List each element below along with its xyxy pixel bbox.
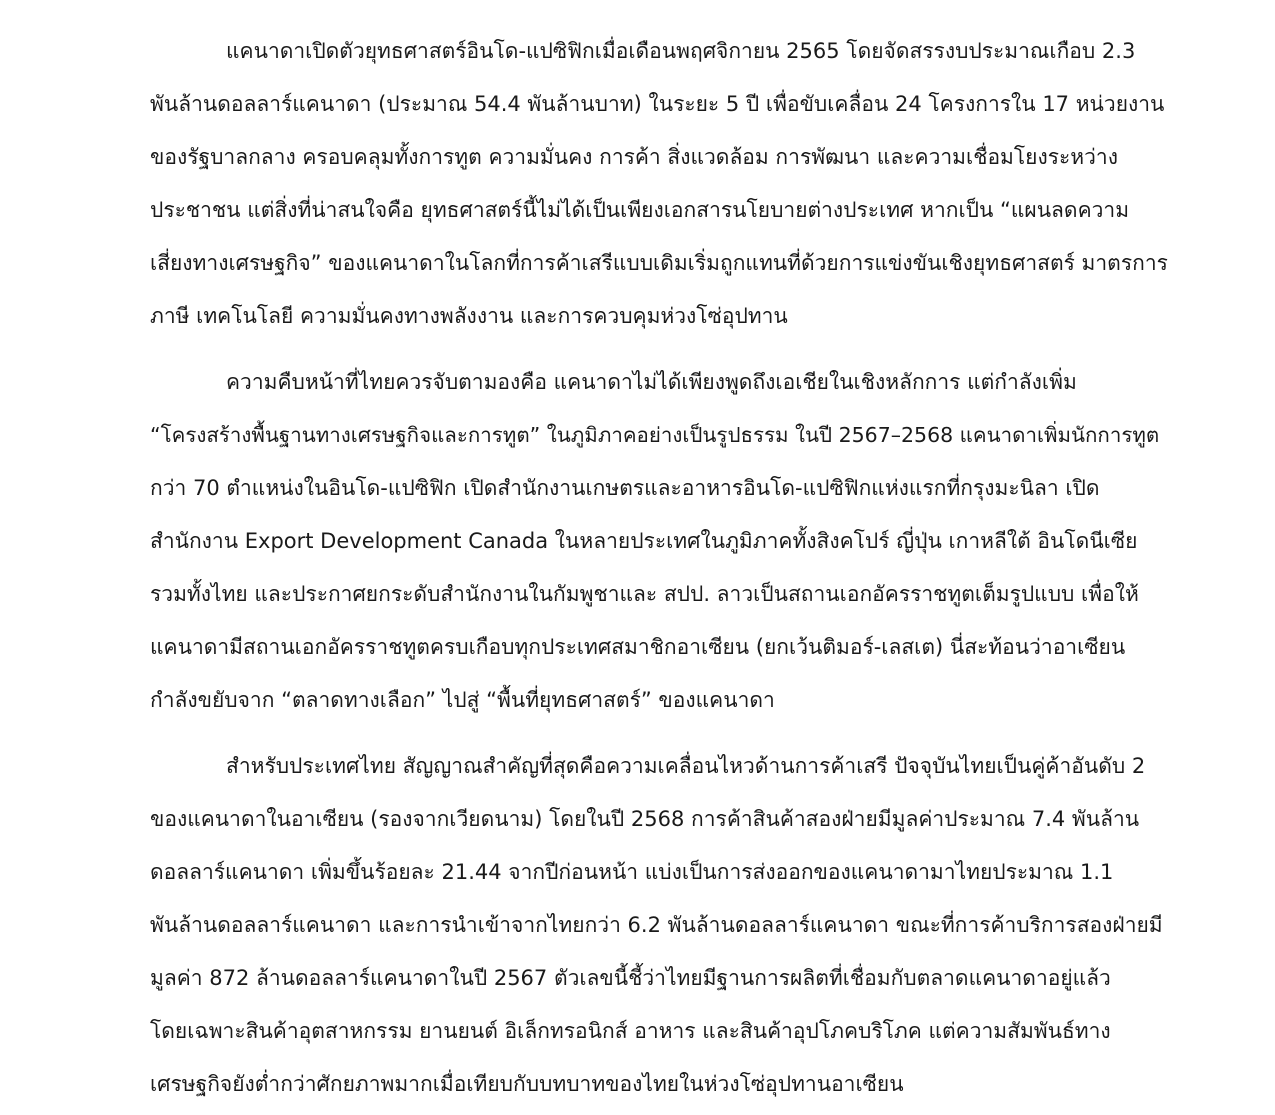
paragraph-line: กำลังขยับจาก “ตลาดทางเลือก” ไปสู่ “พื้นที่ยุทธศาสตร์” ของแคนาดา [150, 688, 775, 712]
paragraph-indo-pacific-strategy [150, 25, 1180, 343]
paragraph-thailand-trade [150, 740, 1180, 1111]
paragraph-line: เสี่ยงทางเศรษฐกิจ” ของแคนาดาในโลกที่การค้าเสรีแบบเดิมเริ่มถูกแทนที่ด้วยการแข่งขันเชิงยุทธศาสตร์ มาตรการ [150, 251, 1168, 275]
paragraph-line: พันล้านดอลลาร์แคนาดา และการนำเข้าจากไทยกว่า 6.2 พันล้านดอลลาร์แคนาดา ขณะที่การค้าบริการสองฝ่ายมี [150, 913, 1163, 937]
paragraph-line: มูลค่า 872 ล้านดอลลาร์แคนาดาในปี 2567 ตัวเลขนี้ชี้ว่าไทยมีฐานการผลิตที่เชื่อมกับตลาดแคนาดาอยู่แล้ว [150, 966, 1111, 990]
paragraph-line: สำหรับประเทศไทย สัญญาณสำคัญที่สุดคือความเคลื่อนไหวด้านการค้าเสรี ปัจจุบันไทยเป็นคู่ค้าอันดับ 2 [226, 754, 1146, 778]
paragraph-line: สำนักงาน Export Development Canada ในหลายประเทศในภูมิภาคทั้งสิงคโปร์ ญี่ปุ่น เกาหลีใต้ อินโดนีเซีย [150, 529, 1138, 553]
paragraph-line: ภาษี เทคโนโลยี ความมั่นคงทางพลังงาน และการควบคุมห่วงโซ่อุปทาน [150, 304, 788, 328]
paragraph-line: ความคืบหน้าที่ไทยควรจับตามองคือ แคนาดาไม่ได้เพียงพูดถึงเอเชียในเชิงหลักการ แต่กำลังเพิ่ม [226, 370, 1077, 394]
paragraph-line: ดอลลาร์แคนาดา เพิ่มขึ้นร้อยละ 21.44 จากปีก่อนหน้า แบ่งเป็นการส่งออกของแคนาดามาไทยประมาณ 1.1 [150, 860, 1114, 884]
paragraph-line: “โครงสร้างพื้นฐานทางเศรษฐกิจและการทูต” ในภูมิภาคอย่างเป็นรูปธรรม ในปี 2567–2568 แคนาดาเพิ่มนักการทูต [150, 423, 1160, 447]
paragraph-line: กว่า 70 ตำแหน่งในอินโด-แปซิฟิก เปิดสำนักงานเกษตรและอาหารอินโด-แปซิฟิกแห่งแรกที่กรุงมะนิลา เปิด [150, 476, 1100, 500]
paragraph-line: แคนาดาเปิดตัวยุทธศาสตร์อินโด-แปซิฟิกเมื่อเดือนพฤศจิกายน 2565 โดยจัดสรรงบประมาณเกือบ 2.3 [226, 39, 1136, 63]
paragraph-line: โดยเฉพาะสินค้าอุตสาหกรรม ยานยนต์ อิเล็กทรอนิกส์ อาหาร และสินค้าอุปโภคบริโภค แต่ความสัมพันธ์ทาง [150, 1019, 1111, 1043]
paragraph-line: เศรษฐกิจยังต่ำกว่าศักยภาพมากเมื่อเทียบกับบทบาทของไทยในห่วงโซ่อุปทานอาเซียน [150, 1072, 904, 1096]
paragraph-line: แคนาดามีสถานเอกอัครราชทูตครบเกือบทุกประเทศสมาชิกอาเซียน (ยกเว้นติมอร์-เลสเต) นี่สะท้อนว่าอาเซียน [150, 635, 1126, 659]
paragraph-line: ของแคนาดาในอาเซียน (รองจากเวียดนาม) โดยในปี 2568 การค้าสินค้าสองฝ่ายมีมูลค่าประมาณ 7.4 พันล้าน [150, 807, 1140, 831]
paragraph-line: ของรัฐบาลกลาง ครอบคลุมทั้งการทูต ความมั่นคง การค้า สิ่งแวดล้อม การพัฒนา และความเชื่อมโยงระหว่าง [150, 145, 1118, 169]
paragraph-line: รวมทั้งไทย และประกาศยกระดับสำนักงานในกัมพูชาและ สปป. ลาวเป็นสถานเอกอัครราชทูตเต็มรูปแบบ เพื่อให้ [150, 582, 1139, 606]
paragraph-line: ประชาชน แต่สิ่งที่น่าสนใจคือ ยุทธศาสตร์นี้ไม่ได้เป็นเพียงเอกสารนโยบายต่างประเทศ หากเป็น “แผนลดความ [150, 198, 1130, 222]
paragraph-line: พันล้านดอลลาร์แคนาดา (ประมาณ 54.4 พันล้านบาท) ในระยะ 5 ปี เพื่อขับเคลื่อน 24 โครงการใน 17 หน่วยงาน [150, 92, 1165, 116]
paragraph-diplomatic-progress [150, 356, 1180, 727]
